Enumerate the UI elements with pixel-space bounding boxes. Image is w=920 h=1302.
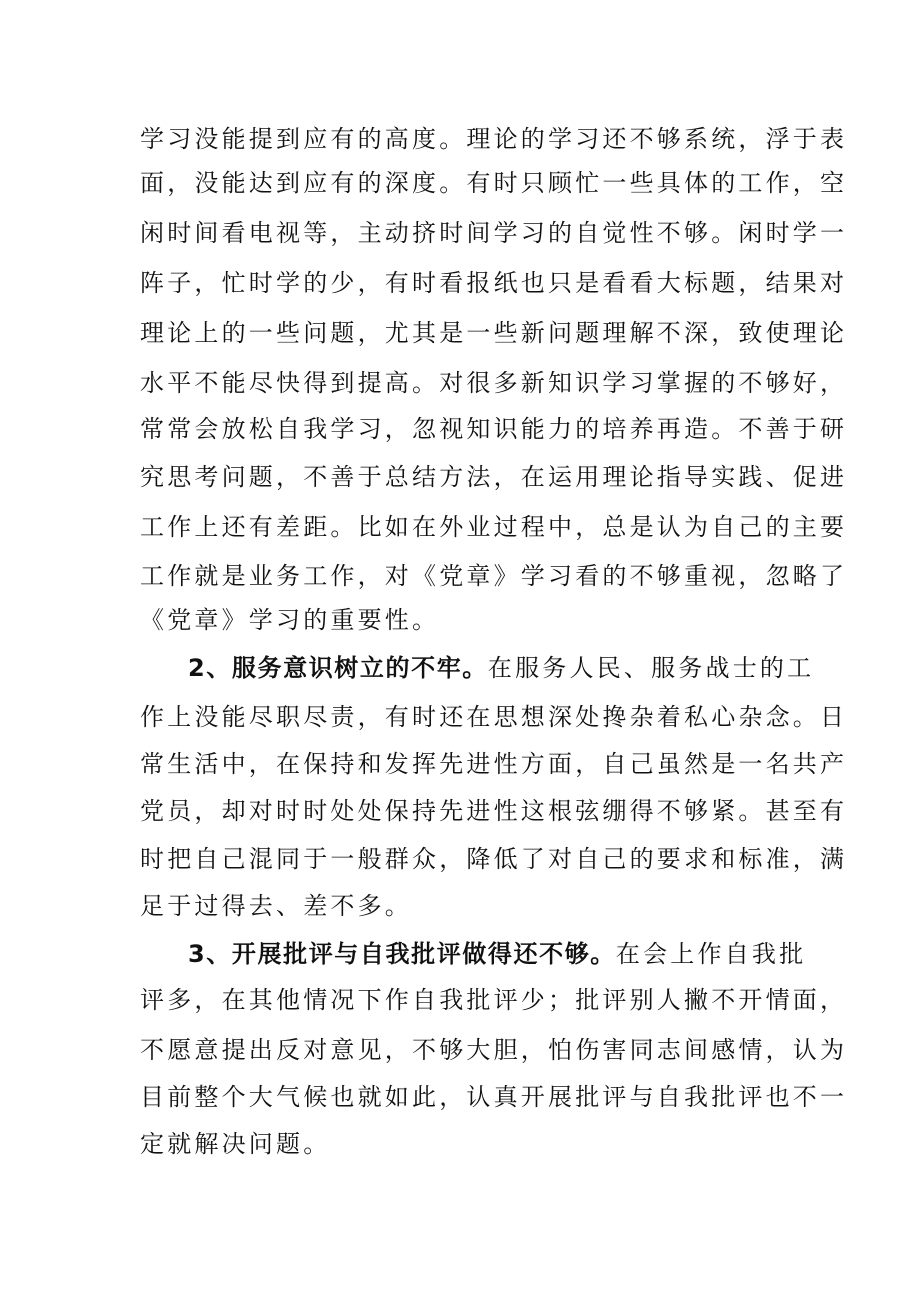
paragraph-1-line-3: 闲时间看电视等，主动挤时间学习的自觉性不够。闲时学一 xyxy=(140,219,848,247)
paragraph-1-line-7: 常常会放松自我学习，忽视知识能力的培养再造。不善于研 xyxy=(140,415,848,443)
paragraph-1-line-10: 工作就是业务工作，对《党章》学习看的不够重视，忽略了 xyxy=(140,562,848,590)
paragraph-1-line-11: 《党章》学习的重要性。 xyxy=(140,606,440,634)
paragraph-3-heading: 3、开展批评与自我批评做得还不够。 xyxy=(188,940,616,968)
paragraph-1-line-9: 工作上还有差距。比如在外业过程中，总是认为自己的主要 xyxy=(140,513,848,541)
paragraph-3-line-4: 目前整个大气候也就如此，认真开展批评与自我批评也不一 xyxy=(140,1083,848,1111)
paragraph-3-first-line-text: 在会上作自我批 xyxy=(615,940,807,968)
paragraph-2-line-3: 常生活中，在保持和发挥先进性方面，自己虽然是一名共产 xyxy=(140,750,848,778)
paragraph-1-line-2: 面，没能达到应有的深度。有时只顾忙一些具体的工作，空 xyxy=(140,169,848,197)
paragraph-1-line-6: 水平不能尽快得到提高。对很多新知识学习掌握的不够好， xyxy=(140,369,848,397)
paragraph-1-line-5: 理论上的一些问题，尤其是一些新问题理解不深，致使理论 xyxy=(140,319,848,347)
paragraph-2-line-2: 作上没能尽职尽责，有时还在思想深处搀杂着私心杂念。日 xyxy=(140,703,848,731)
paragraph-1-line-8: 究思考问题，不善于总结方法，在运用理论指导实践、促进 xyxy=(140,463,848,491)
paragraph-2-line-5: 时把自己混同于一般群众，降低了对自己的要求和标准，满 xyxy=(140,845,848,873)
paragraph-2-heading: 2、服务意识树立的不牢。 xyxy=(188,654,488,682)
paragraph-3-line-1 xyxy=(188,934,806,974)
paragraph-2-first-line-text: 在服务人民、服务战士的工 xyxy=(487,654,815,682)
paragraph-1-line-1: 学习没能提到应有的高度。理论的学习还不够系统，浮于表 xyxy=(140,125,848,153)
paragraph-2-line-4: 党员，却对时时处处保持先进性这根弦绷得不够紧。甚至有 xyxy=(140,797,848,825)
paragraph-3-line-2: 评多，在其他情况下作自我批评少；批评别人撇不开情面， xyxy=(140,986,848,1014)
paragraph-3-line-3: 不愿意提出反对意见，不够大胆，怕伤害同志间感情，认为 xyxy=(140,1036,848,1064)
paragraph-2-line-1 xyxy=(188,648,814,688)
paragraph-3-line-5: 定就解决问题。 xyxy=(140,1130,331,1158)
paragraph-1-line-4: 阵子，忙时学的少，有时看报纸也只是看看大标题，结果对 xyxy=(140,269,848,297)
paragraph-2-line-6: 足于过得去、差不多。 xyxy=(140,892,412,920)
